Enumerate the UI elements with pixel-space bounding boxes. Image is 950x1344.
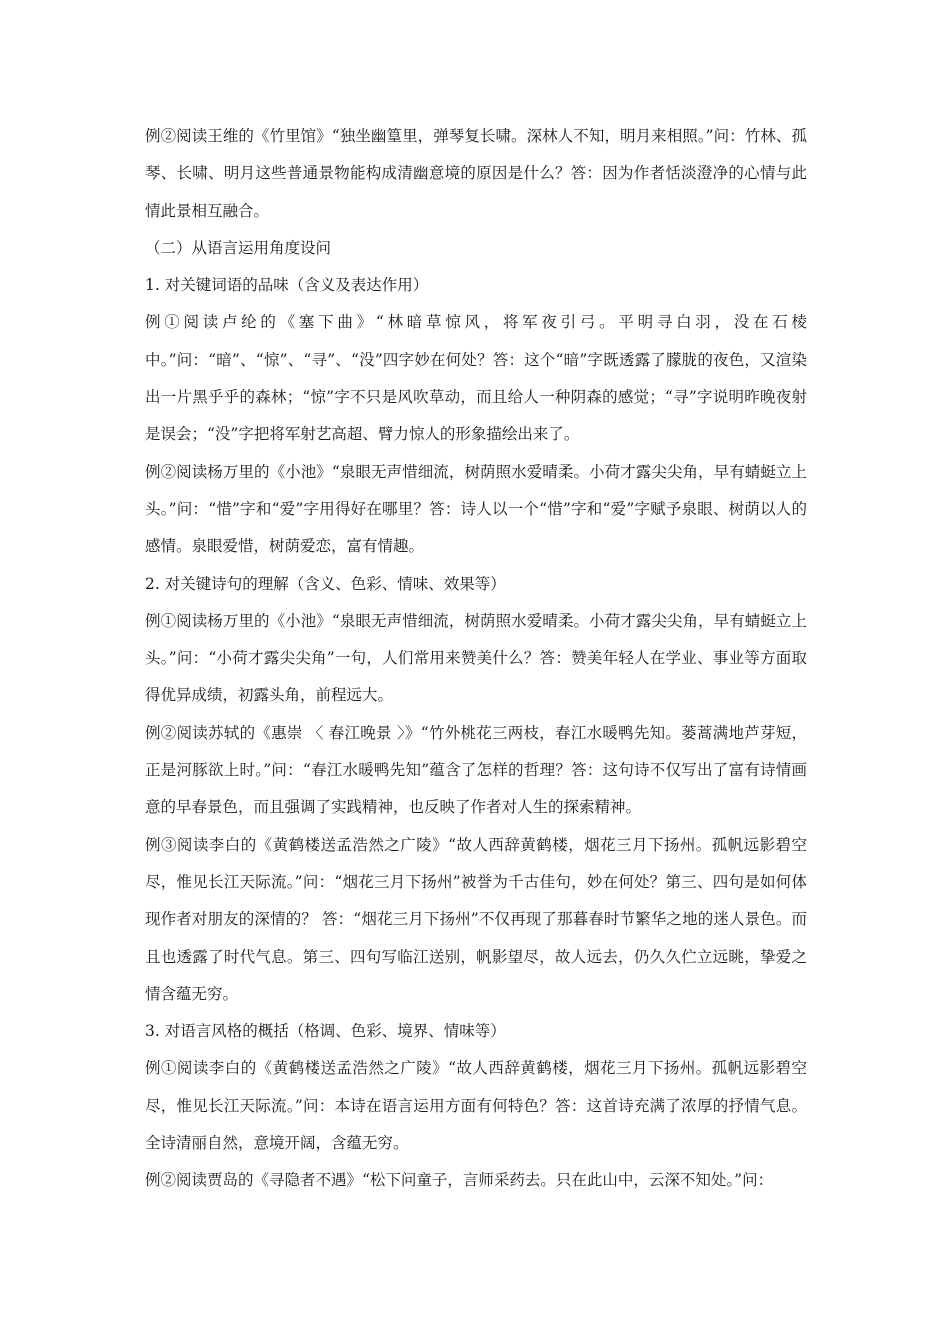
- paragraph-sushi-huichong: 例②阅读苏轼的《惠崇 〈 春江晚景 〉》“竹外桃花三两枝，春江水暖鸭先知。蒌蒿满地芦芽短，正是河豚欲上时。”问：“春江水暖鸭先知”蕴含了怎样的哲理？答：这句诗不仅写出了富有诗情画意的早春景色，而且强调了实践精神，也反映了作者对人生的探索精神。: [145, 723, 807, 817]
- paragraph-lulun-saixiaqu: 例①阅读卢纶的《塞下曲》“林暗草惊风，将军夜引弓。平明寻白羽，没在石棱中。”问：“暗”、“惊”、“寻”、“没”四字妙在何处？答：这个“暗”字既透露了朦胧的夜色，又渲染出一片黑乎乎的森林；“惊”字不只是风吹草动，而且给人一种阴森的感觉；“寻”字说明昨晚夜射是误会；“没”字把将军射艺高超、臂力惊人的形象描绘出来了。: [145, 313, 807, 444]
- paragraph-libai-huanghelou-1: 例③阅读李白的《黄鹤楼送孟浩然之广陵》“故人西辞黄鹤楼，烟花三月下扬州。孤帆远影碧空尽，惟见长江天际流。”问：“烟花三月下扬州”被誉为千古佳句，妙在何处？第三、四句是如何体现作者对朋友的深情的？ 答：“烟花三月下扬州”不仅再现了那暮春时节繁华之地的迷人景色。而且也透露了时代气息。第三、四句写临江送别，帆影望尽，故人远去，仍久久伫立远眺，挚爱之情含蕴无穷。: [145, 835, 807, 1003]
- paragraph-yangwanli-xiaochi-2: 例①阅读杨万里的《小池》“泉眼无声惜细流，树荫照水爱晴柔。小荷才露尖尖角，早有蜻蜓立上头。”问：“小荷才露尖尖角”一句，人们常用来赞美什么？答：赞美年轻人在学业、事业等方面取得优异成绩，初露头角，前程远大。: [145, 611, 807, 705]
- paragraph-libai-huanghelou-2: 例①阅读李白的《黄鹤楼送孟浩然之广陵》“故人西辞黄鹤楼，烟花三月下扬州。孤帆远影碧空尽，惟见长江天际流。”问：本诗在语言运用方面有何特色？答：这首诗充满了浓厚的抒情气息。全诗清丽自然，意境开阔，含蕴无穷。: [145, 1059, 807, 1153]
- subheading-key-lines: 2. 对关键诗句的理解（含义、色彩、情味、效果等）: [145, 574, 506, 593]
- document-body: [145, 118, 807, 1200]
- subheading-key-words: 1. 对关键词语的品味（含义及表达作用）: [145, 276, 429, 295]
- paragraph-wangwei-zhuliguan: 例②阅读王维的《竹里馆》“独坐幽篁里，弹琴复长啸。深林人不知，明月来相照。”问：竹林、孤琴、长啸、明月这些普通景物能构成清幽意境的原因是什么？答：因为作者恬淡澄净的心情与此情此景相互融合。: [145, 127, 807, 220]
- subheading-language-style: 3. 对语言风格的概括（格调、色彩、境界、情味等）: [145, 1022, 506, 1041]
- section-heading-language: （二）从语言运用角度设问: [145, 238, 332, 257]
- paragraph-jiadao-xunyinzhe: 例②阅读贾岛的《寻隐者不遇》“松下问童子，言师采药去。只在此山中，云深不知处。”问：: [145, 1171, 774, 1190]
- paragraph-yangwanli-xiaochi-1: 例②阅读杨万里的《小池》“泉眼无声惜细流，树荫照水爱晴柔。小荷才露尖尖角，早有蜻蜓立上头。”问：“惜”字和“爱”字用得好在哪里？答：诗人以一个“惜”字和“爱”字赋予泉眼、树荫以人的感情。泉眼爱惜，树荫爱恋，富有情趣。: [145, 462, 807, 556]
